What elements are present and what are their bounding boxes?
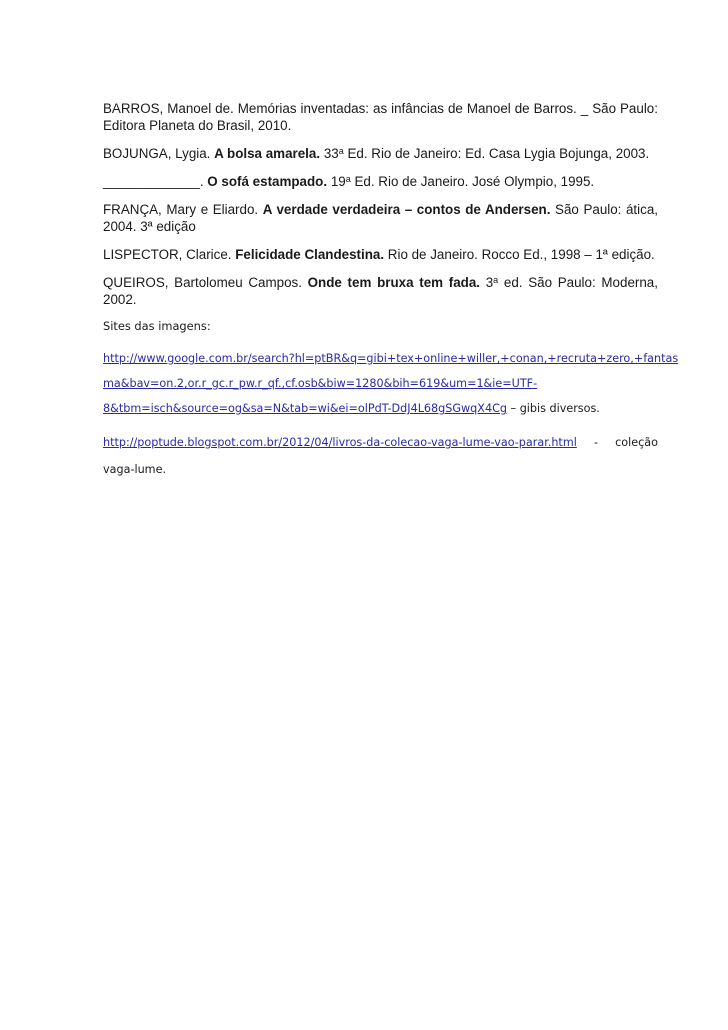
spacer (103, 427, 658, 436)
reference-barros (103, 100, 658, 134)
title: Felicidade Clandestina. (235, 247, 385, 262)
author: LISPECTOR, Clarice. (103, 247, 232, 262)
link-line (103, 436, 658, 450)
reference-lispector (103, 246, 658, 263)
details: Ed. Rio de Janeiro. José Olympio, 1995. (354, 174, 595, 189)
author: _____________. (103, 174, 204, 189)
details: Ed. Rio de Janeiro: Ed. Casa Lygia Bojunga, 2003. (347, 146, 650, 161)
poptude-link[interactable]: http://poptude.blogspot.com.br/2012/04/livros-da-colecao-vaga-lume-vao-parar.html (103, 436, 577, 449)
link-description: coleção (615, 436, 658, 449)
reference-sofa (103, 173, 658, 190)
dash: - (593, 436, 599, 449)
title: Memórias inventadas: as infâncias de Manoel de Barros. (237, 101, 577, 116)
edition-superscript: a (338, 146, 344, 156)
reference-queiros (103, 274, 658, 308)
link-line (103, 377, 658, 391)
google-link-part-3[interactable]: 8&tbm=isch&source=og&sa=N&tab=wi&ei=olPdT-DdJ4L68gSGwqX4Cg (103, 402, 507, 415)
reference-bojunga (103, 145, 658, 162)
google-link-part-1[interactable]: http://www.google.com.br/search?hl=ptBR&q=gibi+tex+online+willer,+conan,+recruta+zero,+fantas (103, 352, 679, 365)
sites-heading: Sites das imagens: (103, 319, 211, 333)
edition-number: 3 (485, 275, 494, 290)
link-line (103, 352, 679, 366)
details: Rio de Janeiro. Rocco Ed., 1998 – 1ª edição. (387, 247, 655, 262)
edition-superscript: a (345, 174, 351, 184)
details: _ São Paulo: Editora Planeta do Brasil, 2010. (103, 101, 658, 133)
edition-number: 19 (330, 174, 346, 189)
author: BARROS, Manoel de. (103, 101, 234, 116)
title: Onde tem bruxa tem fada. (307, 275, 481, 290)
google-link-part-2[interactable]: ma&bav=on.2,or.r_gc.r_pw.r_qf.,cf.osb&biw=1280&bih=619&um=1&ie=UTF- (103, 377, 538, 390)
details: São Paulo: ática, 2004. 3ª edição (103, 202, 658, 234)
author: QUEIROS, Bartolomeu Campos. (103, 275, 302, 290)
link-description-continued: vaga-lume. (103, 463, 167, 476)
author: FRANÇA, Mary e Eliardo. (103, 202, 259, 217)
author: BOJUNGA, Lygia. (103, 146, 211, 161)
details: ed. São Paulo: Moderna, 2002. (103, 275, 658, 307)
bibliography (103, 100, 679, 477)
title: O sofá estampado. (207, 174, 328, 189)
link-description: – gibis diversos. (506, 402, 600, 415)
title: A bolsa amarela. (214, 146, 321, 161)
edition-number: 33 (323, 146, 339, 161)
reference-franca (103, 201, 658, 235)
link-line (103, 402, 658, 416)
title: A verdade verdadeira – contos de Andersen. (262, 202, 551, 217)
image-sources (103, 352, 679, 477)
edition-superscript: a (493, 275, 499, 285)
